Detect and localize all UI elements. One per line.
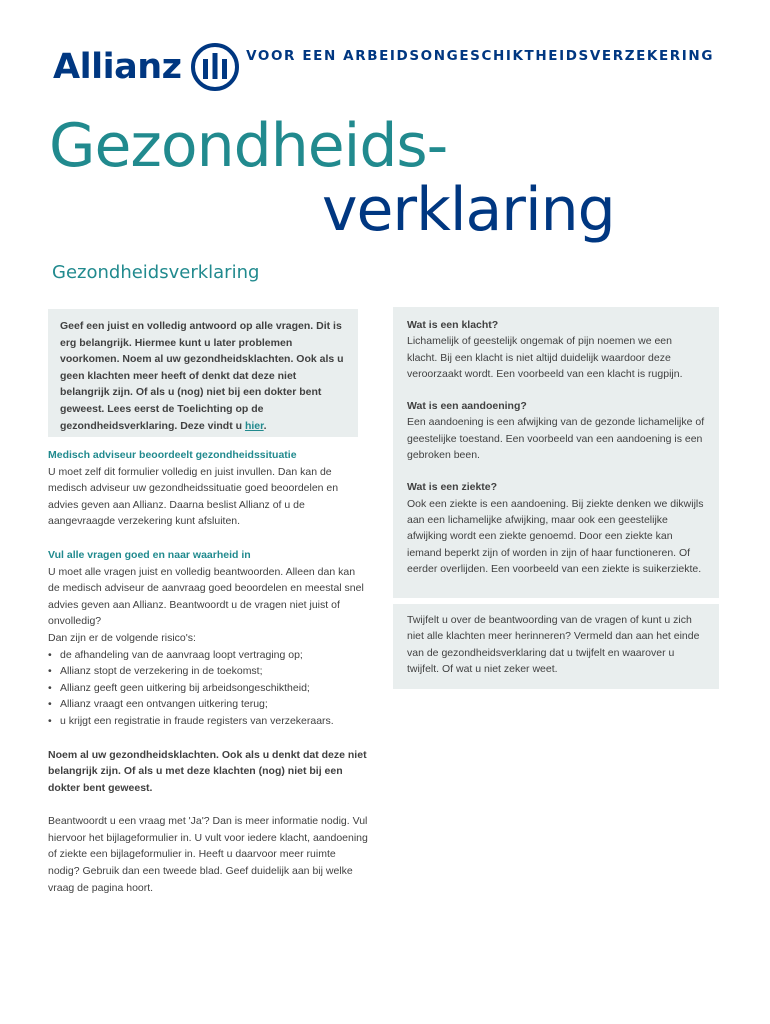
toelichting-link[interactable]: hier	[244, 419, 264, 432]
allianz-logo	[53, 42, 240, 92]
list-item: • u krijgt een registratie in fraude registers van verzekeraars.	[48, 713, 368, 730]
definition-question-ziekte: Wat is een ziekte?	[407, 481, 498, 494]
doubt-note-text: Twijfelt u over de beantwoording van de vragen of kunt u zich niet alle klachten meer herinneren? Vermeld dan aan het einde van de gezondheidsverklaring dat u twijfelt en waarover u twijfelt. Of wat u niet zeker weet.	[407, 614, 700, 675]
list-item: • Allianz vraagt een ontvangen uitkering terug;	[48, 696, 368, 713]
doubt-note-box	[393, 604, 719, 689]
intro-text-body: Geef een juist en volledig antwoord op alle vragen. Dit is erg belangrijk. Hiermee kunt u later problemen voorkomen. Noem al uw gezondheidsklachten. Ook als u geen klachten meer heeft of denkt dat deze niet belangrijk zijn. Of als u (nog) niet bij een dokter bent geweest. Lees eerst de Toelichting op de gezondheidsverklaring. Deze vindt u	[60, 320, 344, 432]
logo-wordmark: Allianz	[53, 46, 182, 87]
header-tagline: VOOR EEN ARBEIDSONGESCHIKTHEIDSVERZEKERING	[246, 48, 714, 64]
definition-answer-klacht: Lichamelijk of geestelijk ongemak of pijn noemen we een klacht. Bij een klacht is niet altijd duidelijk waardoor deze veroorzaakt wordt. Een voorbeeld van een klacht is rugpijn.	[407, 335, 683, 380]
page-title-line1: Gezondheids-	[49, 111, 448, 181]
risks-intro: Dan zijn er de volgende risico's:	[48, 631, 196, 644]
list-item: • de afhandeling van de aanvraag loopt vertraging op;	[48, 647, 368, 664]
page-title-line2: verklaring	[322, 175, 615, 245]
allianz-eagle-icon	[190, 42, 240, 92]
definition-question-klacht: Wat is een klacht?	[407, 319, 499, 331]
section-heading-vragen: Vul alle vragen goed en naar waarheid in	[48, 548, 251, 561]
intro-box	[48, 309, 358, 437]
risks-list	[48, 647, 368, 730]
definition-question-aandoening: Wat is een aandoening?	[407, 400, 527, 413]
definition-answer-ziekte: Ook een ziekte is een aandoening. Bij ziekte denken we dikwijls aan een lichamelijke afwijking, maar ook een geestelijke afwijking wordt een ziekte genoemd. Door een ziekte kan iemand beperkt zijn of worden in zijn of haar functioneren. Of eerder overlijden. Een voorbeeld van een ziekte is suikerziekte.	[407, 497, 704, 575]
intro-text	[60, 318, 346, 434]
section-heading-medisch: Medisch adviseur beoordeelt gezondheidssituatie	[48, 449, 297, 461]
section-text-vragen: U moet alle vragen juist en volledig beantwoorden. Alleen dan kan de medisch adviseur de aanvraag goed beoordelen en meestal snel advies geven aan Allianz. Beantwoordt u de vragen niet juist of onvolledig?	[48, 565, 364, 628]
definition-answer-aandoening: Een aandoening is een afwijking van de gezonde lichamelijke of geestelijke toestand. Een voorbeeld van een aandoening is een gebroken been.	[407, 416, 705, 462]
list-item: • Allianz stopt de verzekering in de toekomst;	[48, 663, 368, 680]
definitions-box	[393, 307, 719, 598]
list-item: • Allianz geeft geen uitkering bij arbeidsongeschiktheid;	[48, 680, 368, 697]
left-column	[48, 447, 368, 896]
section-text-ja: Beantwoordt u een vraag met 'Ja'? Dan is meer informatie nodig. Vul hiervoor het bijlageformulier in. U vult voor iedere klacht, aandoening of ziekte een bijlageformulier in. Heeft u daarvoor meer ruimte nodig? Gebruik dan een tweede blad. Geef duidelijk aan bij welke vraag de pagina hoort.	[48, 815, 368, 894]
section-text-klachten: Noem al uw gezondheidsklachten. Ook als u denkt dat deze niet belangrijk zijn. Of als u met deze klachten (nog) niet bij een dokter bent geweest.	[48, 748, 367, 794]
section-text-medisch: U moet zelf dit formulier volledig en juist invullen. Dan kan de medisch adviseur uw gezondheidssituatie goed beoordelen en advies geven aan Allianz. Daarna beslist Allianz of u de aangevraagde verzekering kunt afsluiten.	[48, 465, 339, 528]
intro-text-end: .	[263, 419, 267, 432]
page-subtitle: Gezondheidsverklaring	[52, 262, 260, 283]
